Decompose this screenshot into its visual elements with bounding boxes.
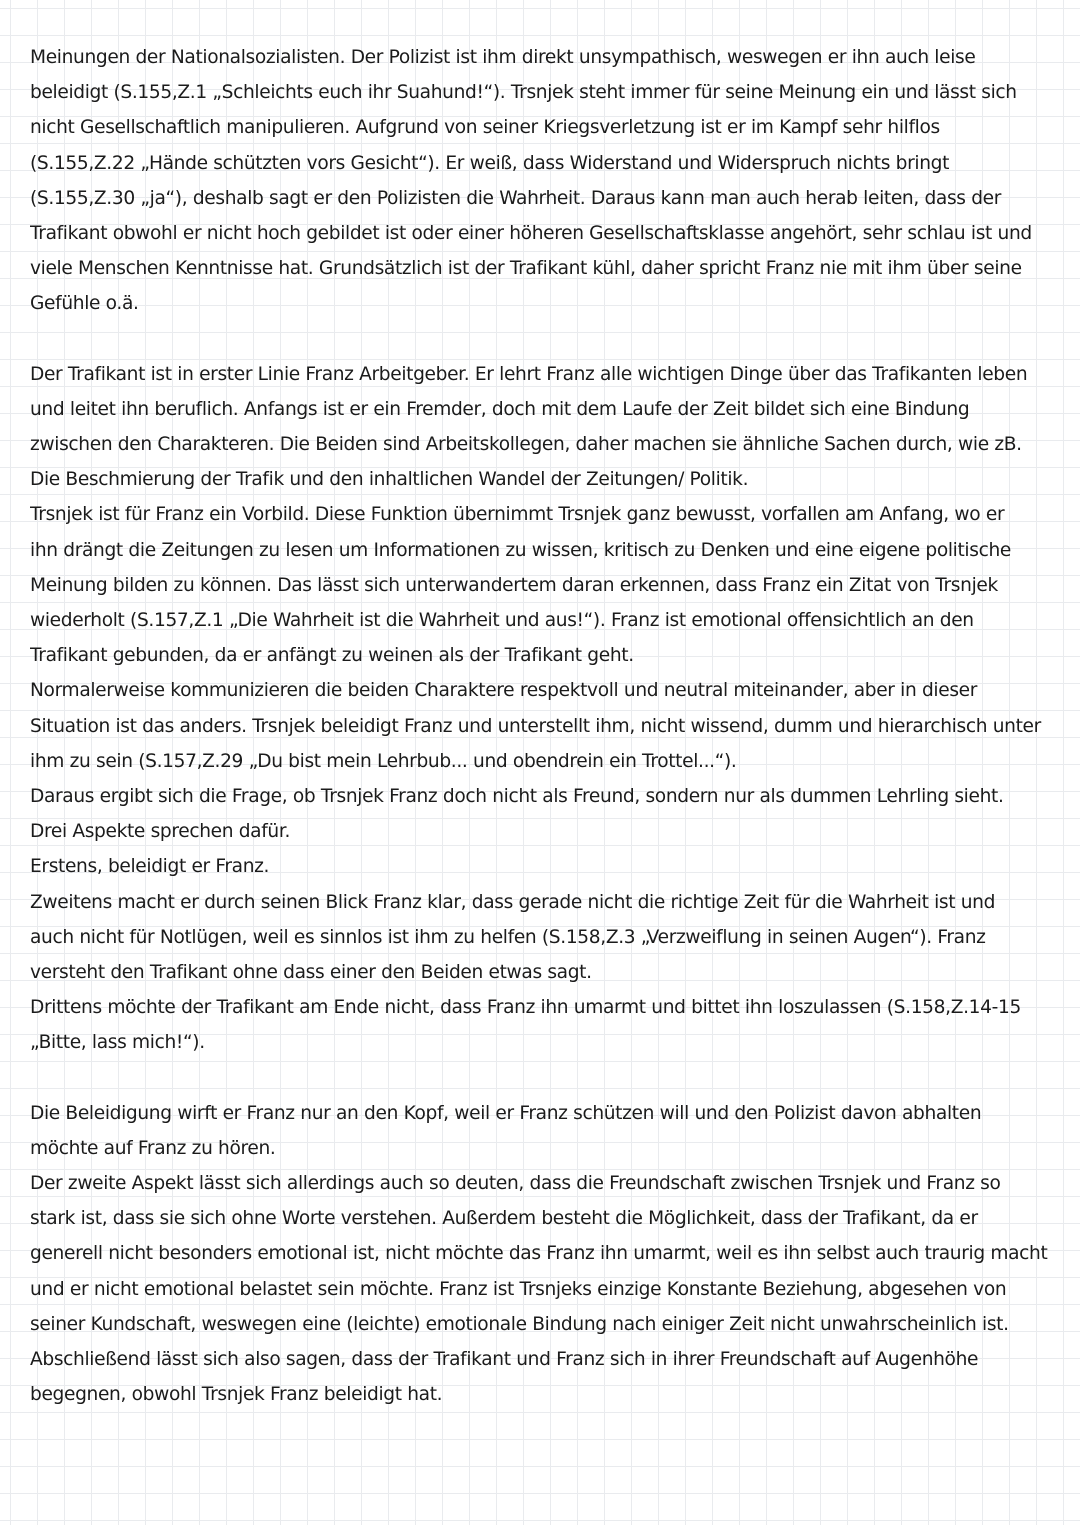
- text-line: Der zweite Aspekt lässt sich allerdings auch so deuten, dass die Freundschaft zwischen Trsnjek und Franz so: [30, 1173, 1001, 1194]
- text-line: Daraus ergibt sich die Frage, ob Trsnjek Franz doch nicht als Freund, sondern nur als dummen Lehrling sieht.: [30, 785, 1004, 807]
- text-line: Gefühle o.ä.: [30, 293, 139, 315]
- paragraph-gap: [30, 1060, 1050, 1095]
- paragraph-1: [30, 40, 1050, 322]
- text-line: versteht den Trafikant ohne dass einer den Beiden etwas sagt.: [30, 961, 592, 983]
- text-line: auch nicht für Notlügen, weil es sinnlos ist ihm zu helfen (S.158,Z.3 „Verzweiflung in seinen Augen“). Franz: [30, 926, 986, 948]
- text-line: Der Trafikant ist in erster Linie Franz Arbeitgeber. Er lehrt Franz alle wichtigen Dinge über das Trafikanten leben: [30, 363, 1028, 385]
- text-line: ihm zu sein (S.157,Z.29 „Du bist mein Lehrbub... und obendrein ein Trottel...“).: [30, 750, 737, 772]
- text-line: Situation ist das anders. Trsnjek beleidigt Franz und unterstellt ihm, nicht wissend, dumm und hierarchisch unter: [30, 715, 1041, 737]
- text-line: seiner Kundschaft, weswegen eine (leichte) emotionale Bindung nach einiger Zeit nicht unwahrscheinlich ist.: [30, 1313, 1009, 1335]
- text-line: Normalerweise kommunizieren die beiden Charaktere respektvoll und neutral miteinander, aber in dieser: [30, 680, 978, 702]
- text-line: ihn drängt die Zeitungen zu lesen um Informationen zu wissen, kritisch zu Denken und eine eigene politische: [30, 539, 1011, 561]
- text-line: Erstens, beleidigt er Franz.: [30, 856, 270, 878]
- text-line: Meinungen der Nationalsozialisten. Der Polizist ist ihm direkt unsympathisch, weswegen er ihn auch leise: [30, 47, 976, 68]
- paragraph-3: [30, 1096, 1050, 1413]
- text-line: wiederholt (S.157,Z.1 „Die Wahrheit ist die Wahrheit und aus!“). Franz ist emotional offensichtlich an den: [30, 610, 974, 631]
- paragraph-2: [30, 357, 1050, 1061]
- text-line: Die Beleidigung wirft er Franz nur an den Kopf, weil er Franz schützen will und den Polizist davon abhalten: [30, 1102, 982, 1124]
- text-line: Drei Aspekte sprechen dafür.: [30, 821, 291, 843]
- text-line: Meinung bilden zu können. Das lässt sich unterwandertem daran erkennen, dass Franz ein Zitat von Trsnjek: [30, 574, 998, 596]
- paragraph-gap: [30, 322, 1050, 357]
- text-line: und er nicht emotional belastet sein möchte. Franz ist Trsnjeks einzige Konstante Beziehung, abgesehen von: [30, 1278, 1007, 1300]
- text-line: (S.155,Z.22 „Hände schützten vors Gesicht“). Er weiß, dass Widerstand und Widerspruch nichts bringt: [30, 152, 950, 174]
- text-line: Trafikant gebunden, da er anfängt zu weinen als der Trafikant geht.: [30, 645, 634, 667]
- text-line: Zweitens macht er durch seinen Blick Franz klar, dass gerade nicht die richtige Zeit für die Wahrheit ist und: [30, 891, 996, 913]
- text-line: Trafikant obwohl er nicht hoch gebildet ist oder einer höheren Gesellschaftsklasse angehört, sehr schlau ist und: [30, 222, 1032, 244]
- text-line: nicht Gesellschaftlich manipulieren. Aufgrund von seiner Kriegsverletzung ist er im Kampf sehr hilflos: [30, 117, 940, 139]
- text-line: stark ist, dass sie sich ohne Worte verstehen. Außerdem besteht die Möglichkeit, dass der Trafikant, da er: [30, 1208, 978, 1230]
- text-line: Trsnjek ist für Franz ein Vorbild. Diese Funktion übernimmt Trsnjek ganz bewusst, vorfallen am Anfang, wo er: [30, 504, 1005, 526]
- text-line: generell nicht besonders emotional ist, nicht möchte das Franz ihn umarmt, weil es ihn selbst auch traurig macht: [30, 1243, 1048, 1265]
- text-line: Drittens möchte der Trafikant am Ende nicht, dass Franz ihn umarmt und bittet ihn loszulassen (S.158,Z.14-15: [30, 997, 1021, 1019]
- text-line: viele Menschen Kenntnisse hat. Grundsätzlich ist der Trafikant kühl, daher spricht Franz nie mit ihm über seine: [30, 258, 1022, 280]
- text-line: zwischen den Charakteren. Die Beiden sind Arbeitskollegen, daher machen sie ähnliche Sachen durch, wie zB.: [30, 434, 1022, 456]
- text-line: Die Beschmierung der Trafik und den inhaltlichen Wandel der Zeitungen/ Politik.: [30, 469, 749, 491]
- text-line: und leitet ihn beruflich. Anfangs ist er ein Fremder, doch mit dem Laufe der Zeit bildet sich eine Bindung: [30, 398, 970, 420]
- text-line: möchte auf Franz zu hören.: [30, 1137, 276, 1159]
- text-line: begegnen, obwohl Trsnjek Franz beleidigt hat.: [30, 1384, 443, 1406]
- text-line: Abschließend lässt sich also sagen, dass der Trafikant und Franz sich in ihrer Freundschaft auf Augenhöhe: [30, 1348, 979, 1370]
- text-line: (S.155,Z.30 „ja“), deshalb sagt er den Polizisten die Wahrheit. Daraus kann man auch herab leiten, dass der: [30, 187, 1002, 209]
- text-line: beleidigt (S.155,Z.1 „Schleichts euch ihr Suahund!“). Trsnjek steht immer für seine Meinung ein und lässt sich: [30, 82, 1017, 104]
- text-line: „Bitte, lass mich!“).: [30, 1032, 205, 1054]
